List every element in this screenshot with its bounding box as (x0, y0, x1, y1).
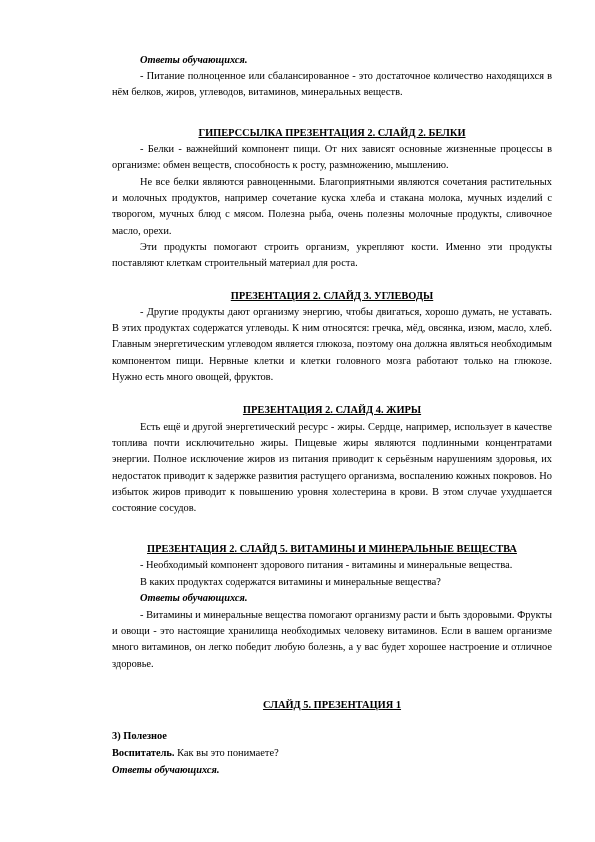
teacher-question (112, 746, 552, 762)
students-answers-label-2: Ответы обучающихся. (140, 593, 248, 604)
teacher-question-text: Как вы это понимаете? (174, 748, 279, 759)
paragraph-vitamins-component: - Необходимый компонент здорового питания - витамины и минеральные вещества. (140, 560, 513, 571)
students-answers-label-3: Ответы обучающихся. (112, 765, 220, 776)
heading-proteins[interactable]: ГИПЕРССЫЛКА ПРЕЗЕНТАЦИЯ 2. СЛАЙД 2. БЕЛКИ (198, 128, 466, 139)
paragraph-proteins-intro: - Белки - важнейший компонент пищи. От них зависят основные жизненные процессы в организме: обмен веществ, способность к росту, размножению, мышлению. (112, 144, 552, 172)
paragraph-proteins-building: Эти продукты помогают строить организм, укрепляют кости. Именно эти продукты поставляют клеткам строительный материал для роста. (112, 242, 552, 270)
list-item-useful: 3) Полезное (112, 731, 167, 742)
heading-carbohydrates: ПРЕЗЕНТАЦИЯ 2. СЛАЙД 3. УГЛЕВОДЫ (230, 291, 434, 302)
paragraph-balanced-nutrition: - Питание полноценное или сбалансированное - это достаточное количество находящихся в нём белков, жиров, углеводов, витаминов, минеральных веществ. (112, 71, 552, 99)
heading-vitamins-minerals: ПРЕЗЕНТАЦИЯ 2. СЛАЙД 5. ВИТАМИНЫ И МИНЕРАЛЬНЫЕ ВЕЩЕСТВА (147, 544, 517, 555)
paragraph-proteins-combinations: Не все белки являются равноценными. Благоприятными являются сочетания растительных и молочных продуктов, например сочетание куска хлеба и стакана молока, мучных изделий с творогом, мучных блюд с мясом. Полезна рыба, очень полезны молочные продукты, сливочное масло, орехи. (112, 177, 552, 237)
paragraph-vitamins-health: - Витамины и минеральные вещества помогают организму расти и быть здоровыми. Фрукты и овощи - это настоящие хранилища необходимых человеку витаминов. Если в вашем организме много витаминов, он легко победит любую болезнь, а у вас будет хорошее настроение и отличное здоровье. (112, 610, 552, 670)
question-vitamins-products: В каких продуктах содержатся витамины и минеральные вещества? (140, 577, 441, 588)
paragraph-carbohydrates: - Другие продукты дают организму энергию, чтобы двигаться, хорошо думать, не уставать. В этих продуктах содержатся углеводы. К ним относятся: гречка, мёд, овсянка, изюм, масло, хлеб. Главным энергетическим углеводом является глюкоза, поэтому она должна являться необходимым компонентом пищи. Нервные клетки и клетки головного мозга работают только на глюкозе. Нужно есть много овощей, фруктов. (112, 307, 552, 383)
students-answers-label-1: Ответы обучающихся. (140, 55, 248, 66)
heading-slide-5-presentation-1: СЛАЙД 5. ПРЕЗЕНТАЦИЯ 1 (262, 700, 402, 711)
paragraph-fats: Есть ещё и другой энергетический ресурс - жиры. Сердце, например, использует в качестве топлива почти исключительно жиры. Пищевые жиры являются подлинными концентратами энергии. Полное исключение жиров из питания приводит к серьёзным нарушениям здоровья, их недостаток приводит к задержке развития растущего организма, воспалению кожных покровов. Но избыток жиров приводит к повышению уровня холестерина в крови. В этом случае ухудшается состояние сосудов. (112, 422, 552, 515)
heading-fats: ПРЕЗЕНТАЦИЯ 2. СЛАЙД 4. ЖИРЫ (242, 405, 422, 416)
teacher-label: Воспитатель. (112, 748, 175, 759)
